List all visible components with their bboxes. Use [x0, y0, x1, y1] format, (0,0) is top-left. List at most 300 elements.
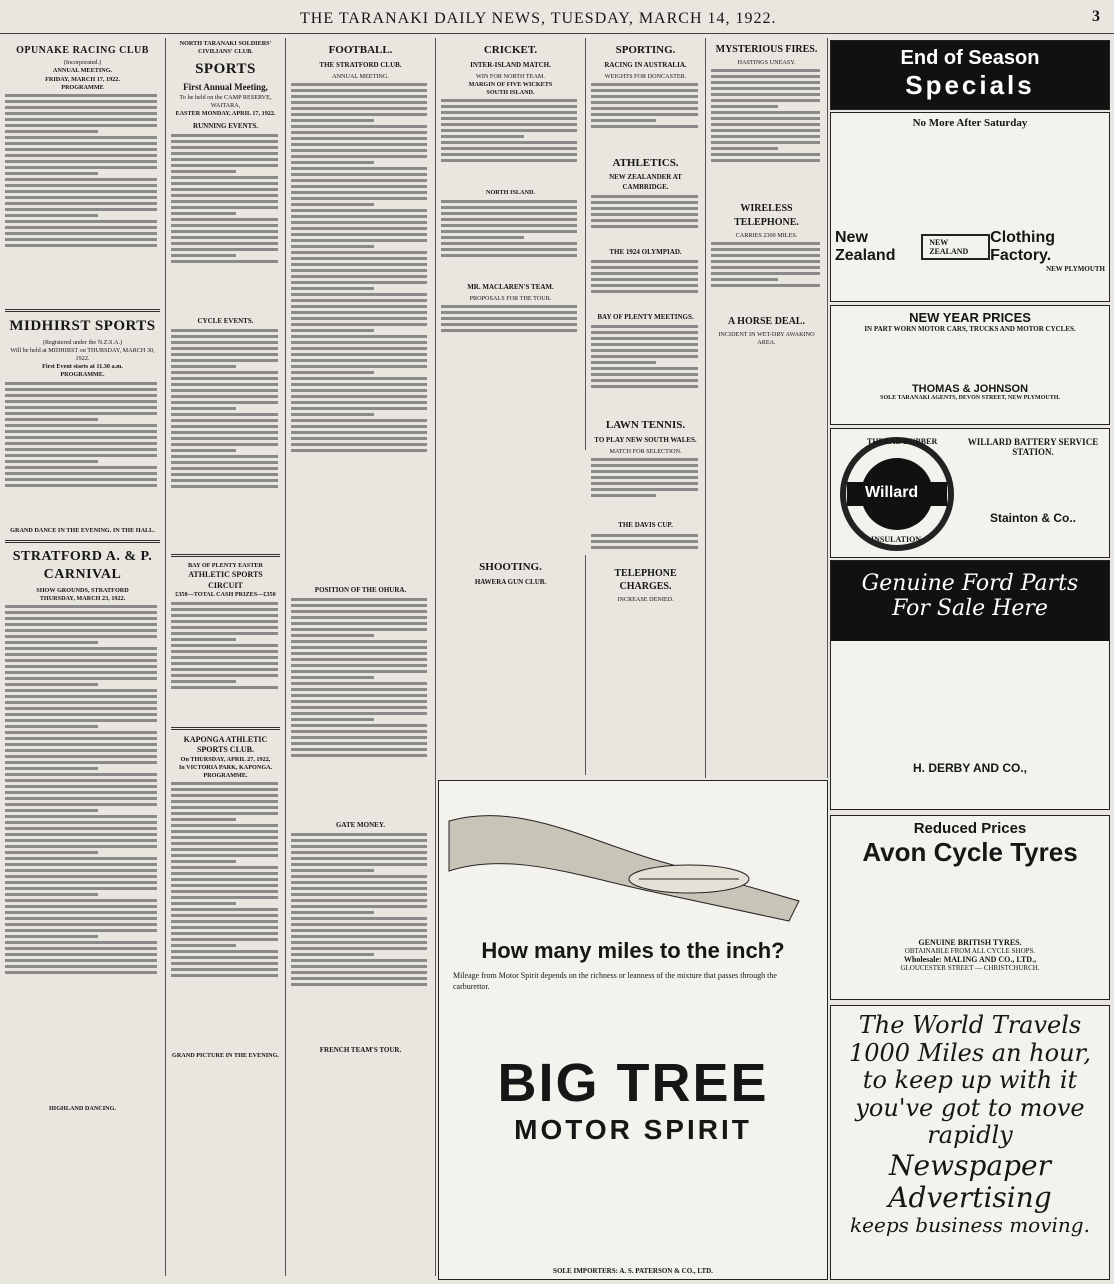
- text-line: [171, 902, 236, 905]
- match-selection: MATCH FOR SELECTION.: [609, 448, 682, 456]
- world-line-2: 1000 Miles an hour,: [848, 1038, 1091, 1067]
- text-line: [5, 773, 157, 776]
- text-line: [5, 430, 157, 433]
- text-line: [291, 628, 427, 631]
- carries-miles: CARRIES 2300 MILES.: [735, 231, 798, 239]
- text-line: [291, 347, 427, 350]
- filler-text: [291, 598, 430, 818]
- column-3: [286, 38, 436, 1276]
- text-line: [441, 99, 577, 102]
- text-line: [5, 484, 157, 487]
- text-line: [5, 917, 157, 920]
- text-line: [711, 153, 820, 156]
- filler-text: [5, 382, 160, 527]
- text-line: [171, 680, 236, 683]
- text-line: [5, 731, 157, 734]
- text-line: [591, 284, 698, 287]
- text-line: [291, 293, 427, 296]
- text-line: [5, 683, 98, 686]
- text-line: [5, 941, 157, 944]
- column-1: [0, 38, 166, 1276]
- text-line: [171, 146, 278, 149]
- text-line: [171, 872, 278, 875]
- cricket-section: CRICKET.: [483, 44, 538, 56]
- grand-picture: GRAND PICTURE IN THE EVENING.: [172, 1052, 279, 1060]
- text-line: [5, 725, 98, 728]
- text-line: [171, 413, 278, 416]
- text-line: [171, 908, 278, 911]
- text-line: [5, 605, 157, 608]
- text-line: [441, 236, 524, 239]
- text-line: [171, 260, 278, 263]
- text-line: [171, 236, 278, 239]
- text-line: [171, 443, 278, 446]
- text-line: [5, 160, 157, 163]
- text-line: [171, 224, 278, 227]
- text-line: [711, 69, 820, 72]
- text-line: [591, 119, 656, 122]
- text-line: [441, 105, 577, 108]
- text-line: [441, 206, 577, 209]
- text-line: [5, 641, 98, 644]
- text-line: [291, 155, 427, 158]
- text-line: [291, 311, 427, 314]
- text-line: [5, 112, 157, 115]
- text-line: [5, 689, 157, 692]
- text-line: [5, 971, 157, 974]
- text-line: [591, 101, 698, 104]
- text-line: [591, 546, 698, 549]
- text-line: [5, 454, 157, 457]
- text-line: [591, 266, 698, 269]
- text-line: [291, 407, 427, 410]
- text-line: [441, 248, 577, 251]
- text-line: [441, 311, 577, 314]
- text-line: [5, 382, 157, 385]
- text-line: [291, 887, 427, 890]
- text-line: [291, 209, 427, 212]
- text-line: [171, 962, 278, 965]
- filler-text: [5, 605, 160, 1105]
- ntsc-title: NORTH TARANAKI SOLDIERS' CIVILIANS' CLUB.: [179, 40, 272, 56]
- derby: H. DERBY AND CO.,: [912, 761, 1027, 775]
- text-line: [291, 977, 427, 980]
- text-line: [5, 388, 157, 391]
- text-line: [171, 461, 278, 464]
- text-line: [591, 290, 698, 293]
- text-line: [711, 117, 820, 120]
- text-line: [5, 701, 157, 704]
- text-line: [5, 659, 157, 662]
- text-line: [441, 242, 577, 245]
- text-line: [5, 617, 157, 620]
- text-line: [711, 248, 820, 251]
- text-line: [291, 851, 427, 854]
- text-line: [711, 260, 820, 263]
- text-line: [591, 494, 656, 497]
- text-line: [171, 467, 278, 470]
- text-line: [5, 629, 157, 632]
- text-line: [291, 329, 374, 332]
- thomas-sub: SOLE TARANAKI AGENTS, DEVON STREET, NEW PLYMOUTH.: [880, 395, 1060, 401]
- text-line: [5, 178, 157, 181]
- inter-island-head: INTER-ISLAND MATCH.: [470, 60, 551, 69]
- world-line-7: Advertising: [888, 1181, 1052, 1215]
- text-line: [291, 383, 427, 386]
- hand-gauge-illustration: [439, 781, 827, 931]
- filler-text: [291, 833, 430, 1043]
- motor-spirit-logo: MOTOR SPIRIT: [514, 1114, 752, 1146]
- text-line: [5, 472, 157, 475]
- text-line: [5, 959, 157, 962]
- text-line: [5, 881, 157, 884]
- text-line: [291, 425, 427, 428]
- text-line: [5, 893, 98, 896]
- text-line: [171, 644, 278, 647]
- text-line: [171, 140, 278, 143]
- newspaper-advertising-ad: [830, 1005, 1110, 1280]
- text-line: [171, 206, 278, 209]
- text-line: [5, 214, 98, 217]
- text-line: [171, 194, 278, 197]
- text-line: [291, 929, 427, 932]
- no-more-after: No More After Saturday: [912, 117, 1028, 129]
- text-line: [591, 225, 698, 228]
- text-line: [5, 154, 157, 157]
- text-line: [291, 335, 427, 338]
- text-line: [291, 833, 427, 836]
- page-number: 3: [1092, 8, 1100, 25]
- text-line: [591, 125, 698, 128]
- avon-cycle-tyres: Avon Cycle Tyres: [862, 837, 1078, 867]
- text-line: [711, 242, 820, 245]
- text-line: [291, 239, 427, 242]
- text-line: [441, 254, 577, 257]
- column-5: [586, 38, 706, 778]
- text-line: [171, 848, 278, 851]
- text-line: [291, 143, 427, 146]
- text-line: [5, 839, 157, 842]
- text-line: [171, 914, 278, 917]
- text-line: [171, 188, 278, 191]
- filler-text: [591, 458, 700, 518]
- text-line: [291, 401, 427, 404]
- text-line: [5, 965, 157, 968]
- text-line: [5, 821, 157, 824]
- telephone-head: TELEPHONE CHARGES.: [614, 567, 677, 592]
- text-line: [171, 854, 278, 857]
- text-line: [5, 665, 157, 668]
- sports-title: SPORTS: [195, 61, 256, 78]
- text-line: [591, 470, 698, 473]
- south-island: SOUTH ISLAND.: [486, 89, 535, 97]
- text-line: [291, 161, 374, 164]
- text-line: [5, 166, 157, 169]
- text-line: [591, 379, 698, 382]
- text-line: [291, 622, 427, 625]
- text-line: [291, 221, 427, 224]
- text-line: [171, 896, 278, 899]
- text-line: [171, 212, 236, 215]
- filler-text: [591, 260, 700, 310]
- text-line: [171, 407, 236, 410]
- text-line: [591, 107, 698, 110]
- text-line: [591, 325, 698, 328]
- text-line: [291, 730, 427, 733]
- text-line: [171, 353, 278, 356]
- text-line: [171, 254, 236, 257]
- text-line: [291, 610, 427, 613]
- text-line: [291, 694, 427, 697]
- text-line: [291, 287, 374, 290]
- text-line: [291, 616, 427, 619]
- text-line: [291, 437, 427, 440]
- filler-text: [171, 602, 280, 722]
- text-line: [171, 668, 278, 671]
- text-line: [711, 99, 820, 102]
- text-line: [711, 87, 820, 90]
- ford-title-1: Genuine Ford Parts: [861, 571, 1079, 596]
- held-at: To be held on the CAMP RESERVE, WAITARA,: [179, 94, 272, 110]
- text-line: [291, 167, 427, 170]
- text-line: [711, 135, 820, 138]
- willard-ad: [830, 428, 1110, 558]
- text-line: [171, 401, 278, 404]
- text-line: [171, 878, 278, 881]
- text-line: [711, 105, 778, 108]
- text-line: [171, 164, 278, 167]
- text-line: [441, 135, 524, 138]
- first-annual: First Annual Meeting,: [183, 82, 268, 93]
- text-line: [291, 598, 427, 601]
- text-line: [591, 201, 698, 204]
- text-line: [171, 800, 278, 803]
- hawera-head: HAWERA GUN CLUB.: [474, 577, 547, 586]
- text-line: [5, 677, 157, 680]
- text-line: [5, 611, 157, 614]
- text-line: [711, 111, 820, 114]
- text-line: [5, 647, 157, 650]
- text-line: [591, 367, 698, 370]
- text-line: [291, 664, 427, 667]
- text-line: [171, 608, 278, 611]
- text-line: [171, 818, 236, 821]
- text-line: [291, 869, 374, 872]
- nz-right: Clothing Factory.: [990, 229, 1056, 264]
- text-line: [711, 147, 778, 150]
- text-line: [171, 395, 278, 398]
- text-line: [291, 604, 427, 607]
- text-line: [711, 284, 820, 287]
- text-line: [171, 359, 278, 362]
- text-line: [441, 200, 577, 203]
- text-line: [5, 466, 157, 469]
- horse-deal-head: A HORSE DEAL.: [728, 315, 805, 327]
- text-line: [5, 244, 157, 247]
- column-4: [436, 38, 586, 450]
- text-line: [591, 385, 698, 388]
- opunake-sub: (Incorporated.): [63, 59, 102, 67]
- text-line: [5, 779, 157, 782]
- text-line: [591, 373, 698, 376]
- text-line: [171, 944, 236, 947]
- filler-text: [591, 325, 700, 415]
- avon-tyres-ad: [830, 815, 1110, 1000]
- french-tour-head: FRENCH TEAM'S TOUR.: [319, 1046, 402, 1055]
- racing-head: RACING IN AUSTRALIA.: [604, 60, 687, 69]
- text-line: [171, 383, 278, 386]
- fires-head: MYSTERIOUS FIRES.: [715, 44, 818, 55]
- text-line: [711, 75, 820, 78]
- text-line: [171, 455, 278, 458]
- text-line: [5, 238, 157, 241]
- text-line: [171, 956, 278, 959]
- text-line: [5, 196, 157, 199]
- text-line: [591, 83, 698, 86]
- text-line: [5, 406, 157, 409]
- text-line: [291, 419, 427, 422]
- text-line: [5, 202, 157, 205]
- text-line: [171, 473, 278, 476]
- midhirst-title: MIDHIRST SPORTS: [9, 317, 156, 334]
- athletics-section: ATHLETICS.: [612, 156, 679, 169]
- kaponga-place: In VICTORIA PARK, KAPONGA.: [178, 763, 273, 771]
- text-line: [171, 176, 278, 179]
- olympiad-head: THE 1924 OLYMPIAD.: [609, 247, 682, 256]
- text-line: [5, 815, 157, 818]
- text-line: [591, 213, 698, 216]
- text-line: [5, 749, 157, 752]
- text-line: [5, 412, 157, 415]
- text-line: [291, 845, 427, 848]
- text-line: [591, 349, 698, 352]
- text-line: [291, 137, 427, 140]
- willard-logo: Willard: [865, 484, 919, 501]
- text-line: [291, 227, 427, 230]
- text-line: [711, 254, 820, 257]
- text-line: [171, 152, 278, 155]
- text-line: [441, 141, 577, 144]
- ford-title-2: For Sale Here: [892, 596, 1048, 621]
- text-line: [291, 353, 427, 356]
- text-line: [5, 118, 157, 121]
- text-line: [291, 947, 427, 950]
- text-line: [291, 724, 427, 727]
- new-year-prices-ad: [830, 305, 1110, 425]
- text-line: [291, 700, 427, 703]
- text-line: [591, 488, 698, 491]
- text-line: [171, 419, 278, 422]
- text-line: [291, 179, 427, 182]
- world-line-1: The World Travels: [858, 1011, 1082, 1039]
- text-line: [291, 839, 427, 842]
- text-line: [711, 81, 820, 84]
- filler-text: [171, 329, 280, 549]
- thomas-johnson: THOMAS & JOHNSON: [911, 383, 1029, 395]
- text-line: [441, 123, 577, 126]
- text-line: [291, 953, 374, 956]
- text-line: [171, 806, 278, 809]
- text-line: [171, 782, 278, 785]
- text-line: [441, 224, 577, 227]
- text-line: [291, 634, 374, 637]
- text-line: [291, 688, 427, 691]
- text-line: [5, 136, 157, 139]
- text-line: [291, 941, 427, 944]
- genuine-british: GENUINE BRITISH TYRES.: [918, 938, 1022, 947]
- text-line: [171, 182, 278, 185]
- text-line: [171, 479, 278, 482]
- text-line: [171, 614, 278, 617]
- text-line: [171, 170, 236, 173]
- text-line: [5, 418, 98, 421]
- text-line: [5, 623, 157, 626]
- text-line: [171, 632, 278, 635]
- column-4b: [436, 555, 586, 775]
- filler-text: [591, 534, 700, 564]
- text-line: [5, 94, 157, 97]
- text-line: [5, 671, 157, 674]
- text-line: [171, 836, 278, 839]
- text-line: [291, 149, 427, 152]
- text-line: [291, 911, 374, 914]
- maling: Wholesale: MALING AND CO., LTD.,: [903, 955, 1037, 964]
- text-line: [5, 226, 157, 229]
- text-line: [291, 863, 427, 866]
- text-line: [5, 911, 157, 914]
- how-many-miles: How many miles to the inch?: [481, 938, 785, 963]
- text-line: [291, 706, 427, 709]
- text-line: [5, 923, 157, 926]
- text-line: [441, 218, 577, 221]
- text-line: [441, 212, 577, 215]
- kaponga-date: On THURSDAY, APRIL 27, 1922,: [180, 755, 271, 763]
- text-line: [5, 400, 157, 403]
- text-line: [591, 482, 698, 485]
- text-line: [291, 131, 427, 134]
- text-line: [5, 767, 98, 770]
- text-line: [5, 478, 157, 481]
- text-line: [291, 101, 427, 104]
- text-line: [291, 185, 427, 188]
- filler-text: [591, 195, 700, 245]
- reduced-prices: Reduced Prices: [913, 820, 1027, 837]
- text-line: [5, 761, 157, 764]
- text-line: [5, 130, 98, 133]
- text-line: [591, 361, 656, 364]
- text-line: [291, 125, 427, 128]
- text-line: [291, 281, 427, 284]
- text-line: [441, 147, 577, 150]
- filler-text: [171, 782, 280, 1052]
- text-line: [5, 875, 157, 878]
- text-line: [5, 905, 157, 908]
- text-line: [291, 682, 427, 685]
- masthead: [0, 0, 1114, 34]
- text-line: [5, 442, 157, 445]
- text-line: [5, 208, 157, 211]
- text-line: [171, 389, 278, 392]
- tennis-section: LAWN TENNIS.: [605, 419, 686, 432]
- text-line: [5, 851, 98, 854]
- text-line: [441, 117, 577, 120]
- text-line: [291, 959, 427, 962]
- world-line-6: Newspaper: [889, 1148, 1051, 1182]
- text-line: [711, 129, 820, 132]
- grand-dance: GRAND DANCE IN THE EVENING. IN THE HALL.: [10, 526, 155, 534]
- text-line: [171, 794, 278, 797]
- text-line: [5, 791, 157, 794]
